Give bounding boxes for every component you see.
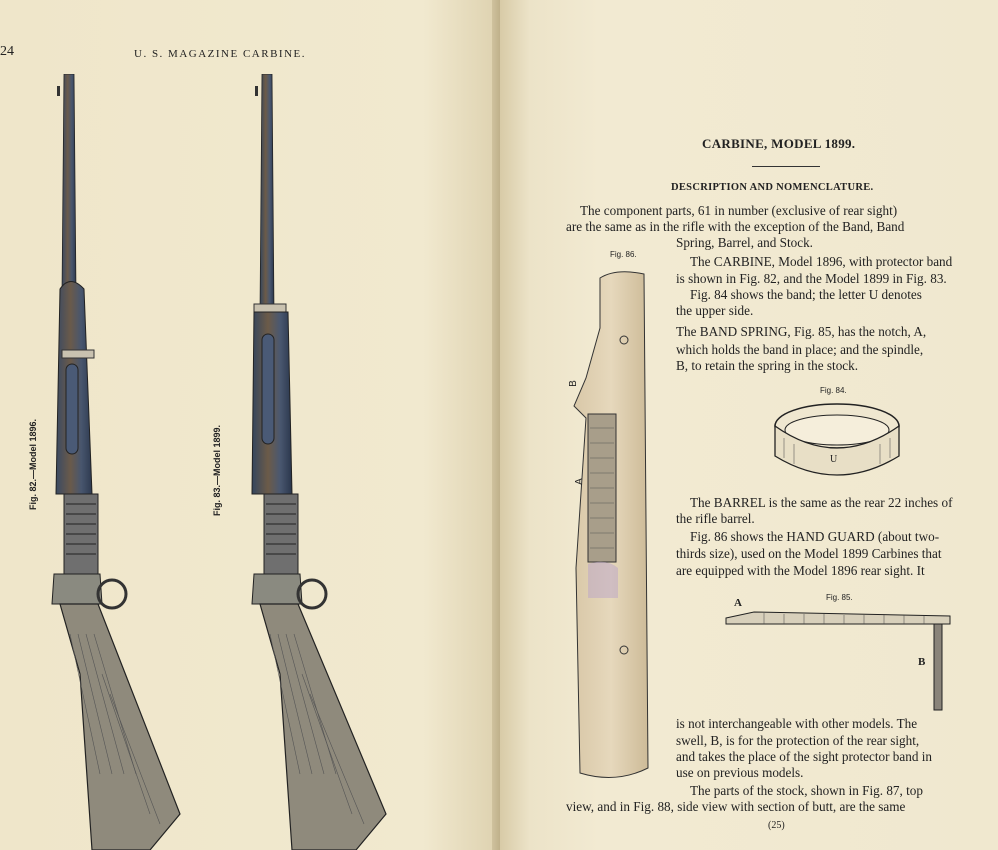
fig-86-mark-a: A <box>573 478 585 485</box>
fig-83-caption: Fig. 83.—Model 1899. <box>212 424 222 516</box>
fig-82-carbine-illustration <box>40 74 200 850</box>
fig-85-mark-b: B <box>918 656 926 668</box>
body-line-17: swell, B, is for the protection of the rear sight, <box>676 733 920 748</box>
body-line-2: are the same as in the rifle with the exception of the Band, Band <box>566 219 905 234</box>
title-rule <box>752 166 820 167</box>
fig-86-hand-guard-illustration <box>566 268 666 788</box>
page-number-right: (25) <box>768 820 785 831</box>
body-line-3: Spring, Barrel, and Stock. <box>676 235 813 250</box>
body-line-8: The BAND SPRING, Fig. 85, has the notch, A, <box>676 324 927 339</box>
body-line-12: the rifle barrel. <box>676 511 755 526</box>
body-line-15: are equipped with the Model 1896 rear sight. It <box>676 563 925 578</box>
fig-84-band-illustration <box>770 398 904 488</box>
body-line-7: the upper side. <box>676 303 754 318</box>
body-line-1: The component parts, 61 in number (exclusive of rear sight) <box>580 203 898 218</box>
body-line-9: which holds the band in place; and the spindle, <box>676 342 924 357</box>
body-line-5: is shown in Fig. 82, and the Model 1899 in Fig. 83. <box>676 271 947 286</box>
body-line-4: The CARBINE, Model 1896, with protector band <box>690 254 953 269</box>
fig-85-label: Fig. 85. <box>826 593 853 602</box>
body-line-18: and takes the place of the sight protector band in <box>676 749 932 764</box>
body-line-10: B, to retain the spring in the stock. <box>676 358 859 373</box>
fig-85-mark-a: A <box>734 597 742 609</box>
running-head: U. S. MAGAZINE CARBINE. <box>134 48 306 60</box>
body-line-21: view, and in Fig. 88, side view with section of butt, are the same <box>566 799 906 814</box>
fig-82-caption: Fig. 82.—Model 1896. <box>28 418 38 510</box>
section-subtitle: DESCRIPTION AND NOMENCLATURE. <box>671 182 874 193</box>
fig-86-label: Fig. 86. <box>610 250 637 259</box>
body-line-19: use on previous models. <box>676 765 804 780</box>
body-line-16: is not interchangeable with other models. The <box>676 716 918 731</box>
page-title: CARBINE, MODEL 1899. <box>702 136 856 151</box>
fig-83-carbine-illustration <box>240 74 400 850</box>
body-line-13: Fig. 86 shows the HAND GUARD (about two- <box>690 529 940 544</box>
body-line-20: The parts of the stock, shown in Fig. 87, top <box>690 783 923 798</box>
body-line-11: The BARREL is the same as the rear 22 inches of <box>690 495 953 510</box>
left-page <box>0 0 498 850</box>
body-line-14: thirds size), used on the Model 1899 Carbines that <box>676 546 942 561</box>
page-number-left: 24 <box>0 44 14 59</box>
fig-86-mark-b: B <box>567 380 579 387</box>
body-line-6: Fig. 84 shows the band; the letter U denotes <box>690 287 922 302</box>
fig-84-mark-u: U <box>830 454 838 465</box>
fig-84-label: Fig. 84. <box>820 386 847 395</box>
